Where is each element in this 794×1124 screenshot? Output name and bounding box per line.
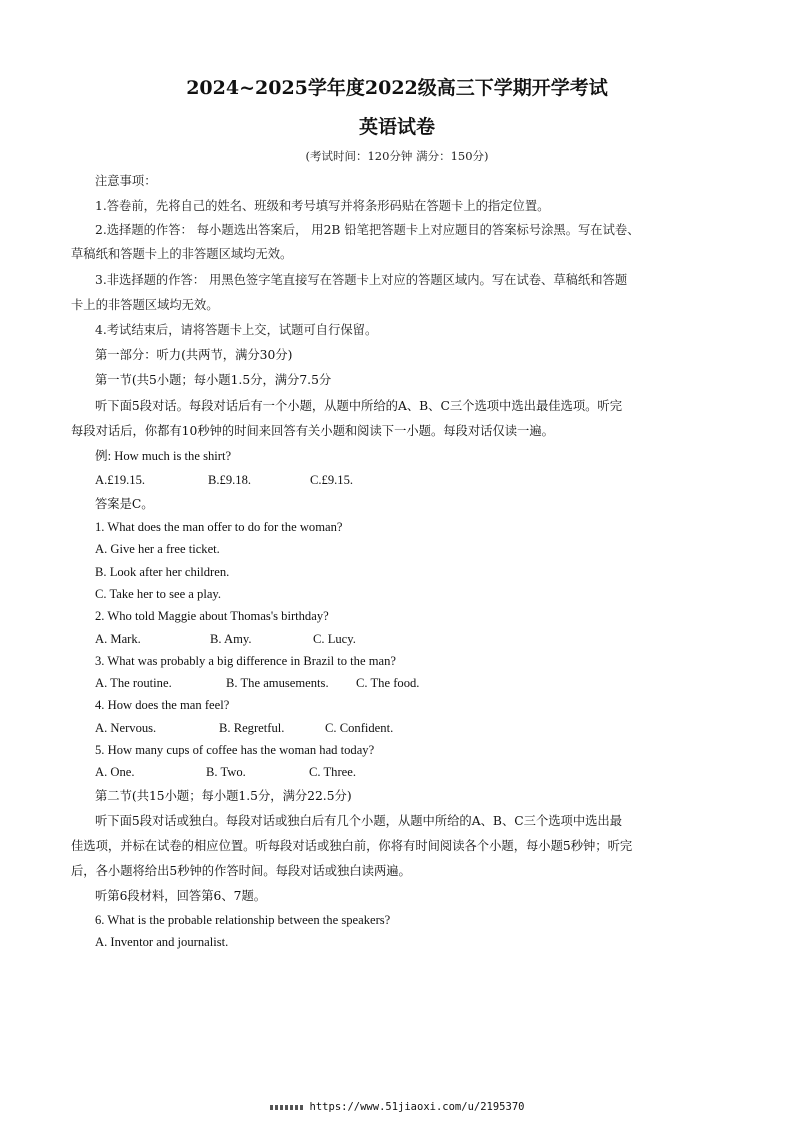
note-item-3-line-2: 卡上的非答题区域均无效。 [71, 298, 219, 312]
footer-logo-icon [270, 1105, 304, 1110]
question-2-option-a: A. Mark. [95, 632, 141, 646]
material-6-note: 听第6段材料，回答第6、7题。 [95, 889, 267, 903]
page-footer [0, 1101, 794, 1113]
note-item-4: 4.考试结束后，请将答题卡上交，试题可自行保留。 [95, 323, 378, 337]
question-5-option-c: C. Three. [309, 765, 356, 779]
question-5: 5. How many cups of coffee has the woman had today? [95, 743, 375, 757]
example-question: 例: How much is the shirt? [95, 449, 232, 463]
example-option-c: C.£9.15. [310, 473, 354, 487]
example-option-a: A.£19.15. [95, 473, 146, 487]
note-item-1: 1.答卷前，先将自己的姓名、班级和考号填写并将条形码贴在答题卡上的指定位置。 [95, 199, 550, 213]
exam-subtitle: 英语试卷 [358, 116, 435, 138]
question-2-option-c: C. Lucy. [313, 632, 356, 646]
section2-instructions-line-2: 佳选项，并标在试卷的相应位置。听每段对话或独白前，你将有时间阅读各个小题，每小题5秒钟；听完 [71, 839, 633, 853]
question-4-option-a: A. Nervous. [95, 721, 157, 735]
question-3-options [95, 675, 695, 691]
question-2-option-b: B. Amy. [210, 632, 252, 646]
question-2-options [95, 631, 695, 647]
question-6-option-a: A. Inventor and journalist. [95, 935, 229, 949]
question-1: 1. What does the man offer to do for the woman? [95, 520, 343, 534]
example-options [95, 472, 695, 488]
footer-url[interactable]: https://www.51jiaoxi.com/u/2195370 [309, 1101, 525, 1113]
question-3-option-c: C. The food. [356, 676, 420, 690]
notes-heading: 注意事项： [95, 174, 157, 188]
example-answer: 答案是C。 [95, 497, 154, 511]
note-item-2-line-1: 2.选择题的作答： 每小题选出答案后， 用2B 铅笔把答题卡上对应题目的答案标号涂黑。写在试卷、 [95, 223, 640, 237]
section1-instructions-line-2: 每段对话后，你都有10秒钟的时间来回答有关小题和阅读下一小题。每段对话仅读一遍。 [71, 424, 554, 438]
question-5-option-b: B. Two. [206, 765, 246, 779]
question-3-option-b: B. The amusements. [226, 676, 329, 690]
question-4: 4. How does the man feel? [95, 698, 230, 712]
exam-info: (考试时间：120分钟 满分：150分) [305, 149, 489, 163]
question-4-option-b: B. Regretful. [219, 721, 285, 735]
section2-instructions-line-1: 听下面5段对话或独白。每段对话或独白后有几个小题，从题中所给的A、B、C三个选项中选出最 [95, 814, 623, 828]
question-5-options [95, 764, 695, 780]
question-6: 6. What is the probable relationship between the speakers? [95, 913, 391, 927]
question-4-options [95, 720, 695, 736]
question-5-option-a: A. One. [95, 765, 135, 779]
question-2: 2. Who told Maggie about Thomas's birthday? [95, 609, 329, 623]
question-3: 3. What was probably a big difference in Brazil to the man? [95, 654, 396, 668]
question-4-option-c: C. Confident. [325, 721, 394, 735]
note-item-2-line-2: 草稿纸和答题卡上的非答题区域均无效。 [71, 247, 293, 261]
note-item-3-line-1: 3.非选择题的作答： 用黑色签字笔直接写在答题卡上对应的答题区域内。写在试卷、草稿纸和答题 [95, 273, 628, 287]
section2-heading: 第二节(共15小题；每小题1.5分，满分22.5分) [95, 789, 352, 803]
question-1-option-c: C. Take her to see a play. [95, 587, 222, 601]
section2-instructions-line-3: 后，各小题将给出5秒钟的作答时间。每段对话或独白读两遍。 [71, 864, 411, 878]
section1-heading: 第一节(共5小题；每小题1.5分，满分7.5分 [95, 373, 332, 387]
example-option-b: B.£9.18. [208, 473, 252, 487]
question-3-option-a: A. The routine. [95, 676, 172, 690]
section1-instructions-line-1: 听下面5段对话。每段对话后有一个小题，从题中所给的A、B、C三个选项中选出最佳选项。听完 [95, 399, 623, 413]
question-1-option-b: B. Look after her children. [95, 565, 230, 579]
exam-title: 2024~2025学年度2022级高三下学期开学考试 [186, 77, 608, 99]
question-1-option-a: A. Give her a free ticket. [95, 542, 220, 556]
part1-heading: 第一部分：听力(共两节，满分30分) [95, 348, 293, 362]
